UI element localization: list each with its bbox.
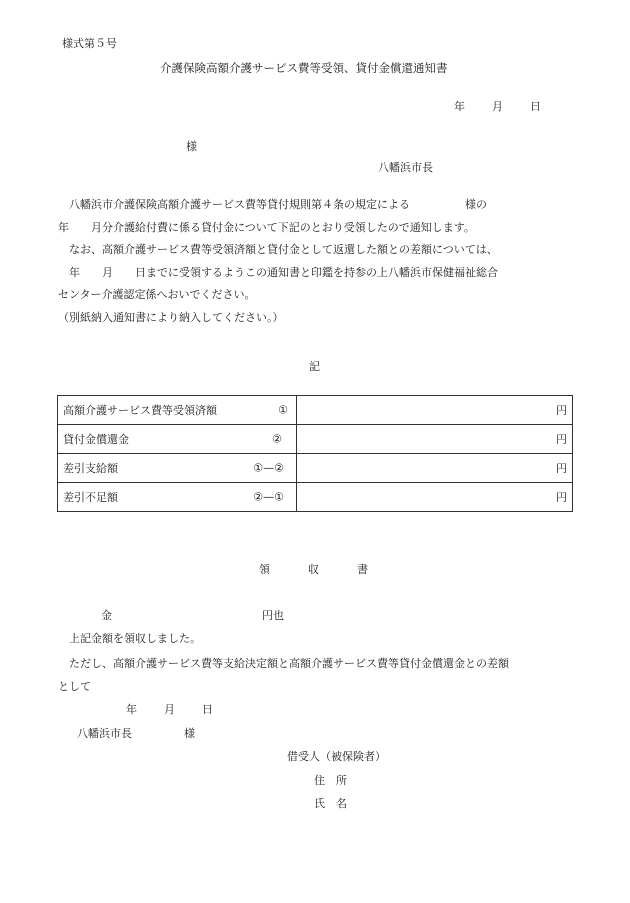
receipt-date [126, 703, 213, 717]
row-label: 差引支給額 [63, 462, 118, 475]
receipt-heading-char: 領 [259, 563, 270, 576]
address-label: 住 所 [314, 774, 347, 787]
yen-unit: 円 [556, 433, 567, 446]
issue-date [454, 100, 541, 114]
row-label-cell [58, 425, 297, 454]
table-row [58, 454, 573, 483]
body-line: 年 月 日までに受領するようこの通知書と印鑑を持参の上八幡浜市保健福祉総合 [69, 265, 498, 279]
amount-table [57, 395, 573, 512]
row-label: 差引不足額 [63, 491, 118, 504]
body-line: 年 月分介護給付費に係る貸付金について下記のとおり受領したので通知します。 [58, 220, 475, 234]
date-month: 月 [492, 100, 503, 113]
ki-heading: 記 [309, 360, 320, 373]
body-line: なお、高額介護サービス費等受領済額と貸付金として返還した額との差額については、 [69, 243, 498, 256]
recipient-honorific: 様 [184, 727, 195, 740]
body-line: センター介護認定係へおいでください。 [58, 288, 256, 301]
recipient-name: 八幡浜市長 [77, 727, 132, 740]
document-title: 介護保険高額介護サービス費等受領、貸付金償還通知書 [160, 61, 448, 75]
amount-cell[interactable] [297, 483, 573, 512]
row-label-cell [58, 483, 297, 512]
form-number: 様式第５号 [62, 37, 117, 50]
amount-cell[interactable] [297, 396, 573, 425]
receipt-line: として [58, 680, 91, 693]
yen-unit: 円 [556, 404, 567, 417]
borrower-label: 借受人（被保険者） [287, 750, 386, 763]
issuer-name: 八幡浜市長 [378, 161, 433, 174]
receipt-line: 上記金額を領収しました。 [69, 632, 201, 645]
table-row [58, 396, 573, 425]
row-mark: ②—① [253, 490, 284, 504]
yen-unit: 円 [556, 462, 567, 475]
receipt-line: ただし、高額介護サービス費等支給決定額と高額介護サービス費等貸付金償還金との差額 [69, 657, 509, 670]
amount-suffix: 円也 [262, 609, 284, 622]
addressee-honorific: 様 [186, 140, 197, 153]
notice-body [58, 194, 578, 329]
amount-cell[interactable] [297, 454, 573, 483]
date-day: 日 [202, 703, 213, 716]
row-mark: ①—② [253, 461, 284, 475]
row-label: 貸付金償還金 [63, 433, 129, 446]
row-label: 高額介護サービス費等受領済額 [63, 404, 217, 417]
yen-unit: 円 [556, 491, 567, 504]
receipt-heading [259, 563, 368, 577]
body-line: （別紙納入通知書により納入してください。） [58, 310, 284, 324]
date-day: 日 [530, 100, 541, 113]
receipt-heading-char: 書 [357, 563, 368, 576]
receipt-recipient [77, 727, 195, 741]
date-year: 年 [126, 703, 137, 716]
table-row [58, 483, 573, 512]
table-row [58, 425, 573, 454]
row-label-cell [58, 396, 297, 425]
row-mark: ② [272, 432, 282, 446]
body-line: 八幡浜市介護保険高額介護サービス費等貸付規則第４条の規定による 様の [69, 198, 487, 211]
amount-cell[interactable] [297, 425, 573, 454]
date-year: 年 [454, 100, 465, 113]
date-month: 月 [164, 703, 175, 716]
receipt-heading-char: 収 [308, 563, 319, 576]
amount-label: 金 [101, 609, 112, 622]
row-mark: ① [278, 403, 288, 417]
row-label-cell [58, 454, 297, 483]
name-label: 氏 名 [314, 797, 347, 810]
